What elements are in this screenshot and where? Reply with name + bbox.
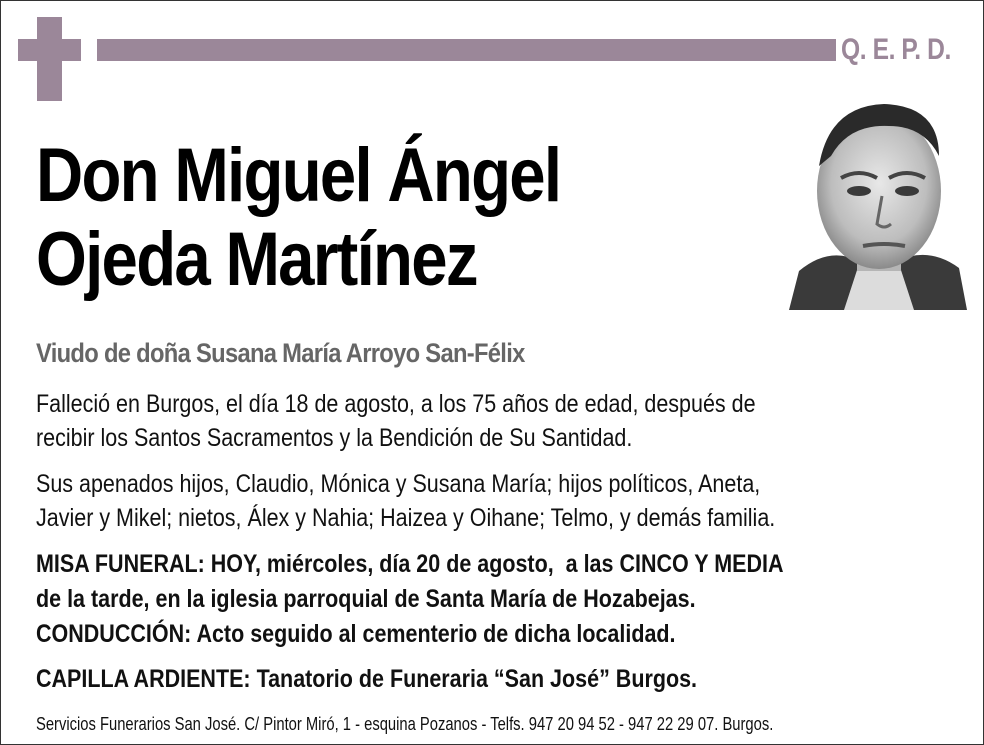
capilla-ardiente: CAPILLA ARDIENTE: Tanatorio de Funeraria “San José” Burgos. (36, 665, 698, 693)
funeral-home-footer: Servicios Funerarios San José. C/ Pintor Miró, 1 - esquina Pozanos - Telfs. 947 20 94 52 - 947 22 29 07. Burgos. (36, 714, 774, 734)
family-notice (36, 467, 775, 535)
name-line-1: Don Miguel Ángel (36, 133, 561, 218)
deceased-name (36, 134, 560, 302)
death-notice-line-1: Falleció en Burgos, el día 18 de agosto, a los 75 años de edad, después de (36, 390, 756, 418)
ceremony-details (36, 547, 784, 652)
death-notice-line-2: recibir los Santos Sacramentos y la Bendición de Su Santidad. (36, 424, 633, 452)
family-line-2: Javier y Mikel; nietos, Álex y Nahia; Haizea y Oihane; Telmo, y demás familia. (36, 504, 776, 532)
widow-line: Viudo de doña Susana María Arroyo San-Félix (36, 338, 525, 368)
header-bar (97, 39, 836, 61)
portrait-icon (789, 96, 967, 310)
portrait-photo (789, 96, 967, 310)
cross-icon-horizontal (18, 39, 81, 61)
name-line-2: Ojeda Martínez (36, 217, 477, 302)
death-notice (36, 387, 756, 455)
conduccion-line: CONDUCCIÓN: Acto seguido al cementerio de dicha localidad. (36, 620, 676, 648)
funeral-mass-line-2: de la tarde, en la iglesia parroquial de Santa María de Hozabejas. (36, 585, 696, 613)
qepd-label: Q. E. P. D. (841, 33, 951, 66)
funeral-mass-line-1: MISA FUNERAL: HOY, miércoles, día 20 de agosto, a las CINCO Y MEDIA (36, 550, 784, 578)
family-line-1: Sus apenados hijos, Claudio, Mónica y Susana María; hijos políticos, Aneta, (36, 470, 761, 498)
